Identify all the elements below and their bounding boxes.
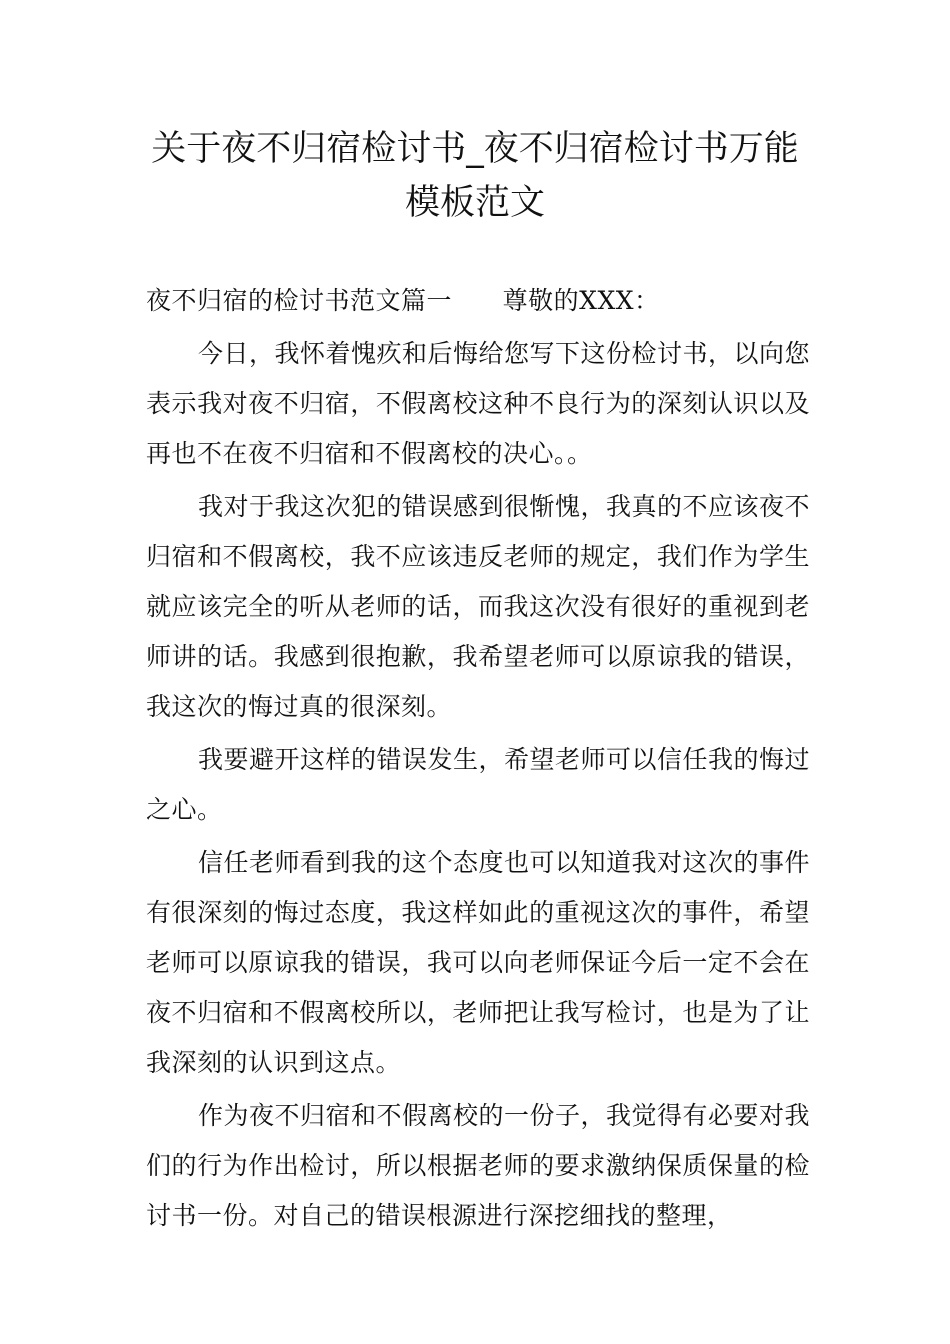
paragraph-3: 我要避开这样的错误发生，希望老师可以信任我的悔过之心。 <box>146 745 811 824</box>
paragraph-2: 我对于我这次犯的错误感到很惭愧，我真的不应该夜不归宿和不假离校，我不应该违反老师的规定，我们作为学生就应该完全的听从老师的话，而我这次没有很好的重视到老师讲的话。我感到很抱歉，我希望老师可以原谅我的错误，我这次的悔过真的很深刻。 <box>146 492 811 721</box>
paragraph-1: 今日，我怀着愧疚和后悔给您写下这份检讨书，以向您表示我对夜不归宿，不假离校这种不良行为的深刻认识以及再也不在夜不归宿和不假离校的决心。。 <box>146 339 811 468</box>
document-title <box>120 122 830 230</box>
paragraph-4: 信任老师看到我的这个态度也可以知道我对这次的事件有很深刻的悔过态度，我这样如此的重视这次的事件，希望老师可以原谅我的错误，我可以向老师保证今后一定不会在夜不归宿和不假离校所以，老师把让我写检讨，也是为了让我深刻的认识到这点。 <box>146 848 811 1077</box>
paragraph-5: 作为夜不归宿和不假离校的一份子，我觉得有必要对我们的行为作出检讨，所以根据老师的要求激纳保质保量的检讨书一份。对自己的错误根源进行深挖细找的整理， <box>146 1101 811 1230</box>
intro-line: 夜不归宿的检讨书范文篇一 尊敬的XXX： <box>146 286 660 315</box>
title-line-2: 模板范文 <box>404 183 545 223</box>
title-line-1: 关于夜不归宿检讨书_夜不归宿检讨书万能 <box>151 129 799 169</box>
document-body <box>146 276 810 1244</box>
